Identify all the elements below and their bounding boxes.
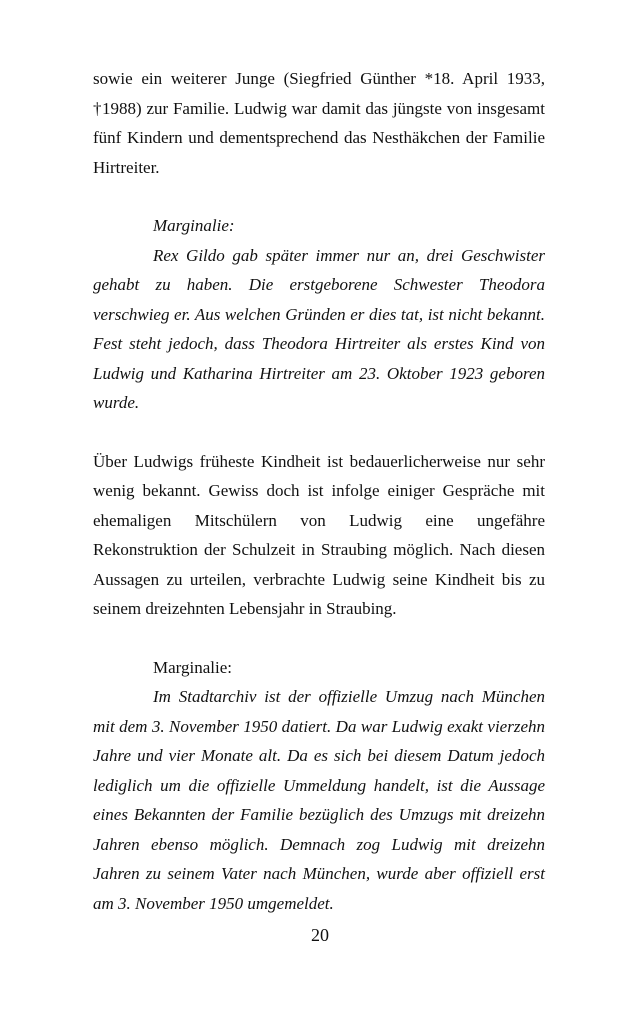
marginalia-text-2: Im Stadtarchiv ist der offizielle Umzug nach München mit dem 3. November 1950 datiert. Da war Ludwig exakt vierzehn Jahre und vier Monate alt. Da es sich bei diesem Datum jedoch lediglich um die offizielle Ummeldung handelt, ist die Aussage eines Bekannten der Familie bezüglich des Umzugs mit dreizehn Jahren ebenso möglich. Demnach zog Ludwig mit dreizehn Jahren zu seinem Vater nach München, wurde aber offiziell erst am 3. November 1950 umgemeldet. [93,687,545,913]
page-body [93,64,545,918]
page-number: 20 [311,925,329,945]
marginalia-label-1: Marginalie: [153,216,235,235]
marginalia-label-2: Marginalie: [153,657,232,677]
marginalia-text-1: Rex Gildo gab später immer nur an, drei Geschwister gehabt zu haben. Die erstgeborene Schwester Theodora verschwieg er. Aus welchen Gründen er dies tat, ist nicht bekannt. Fest steht jedoch, dass Theodora Hirtreiter als erstes Kind von Ludwig und Katharina Hirtreiter am 23. Oktober 1923 geboren wurde. [93,245,545,412]
paragraph-childhood: Über Ludwigs früheste Kindheit ist bedauerlicherweise nur sehr wenig bekannt. Gewiss doch ist infolge einiger Gespräche mit ehemaligen Mitschülern von Ludwig eine ungefähre Rekonstruktion der Schulzeit in Straubing möglich. Nach diesen Aussagen zu urteilen, verbrachte Ludwig seine Kindheit bis zu seinem dreizehnten Lebensjahr in Straubing. [93,451,545,618]
paragraph-family: sowie ein weiterer Junge (Siegfried Günther *18. April 1933, †1988) zur Familie. Ludwig war damit das jüngste von insgesamt fünf Kindern und dementsprechend das Nesthäkchen der Familie Hirtreiter. [93,69,545,177]
